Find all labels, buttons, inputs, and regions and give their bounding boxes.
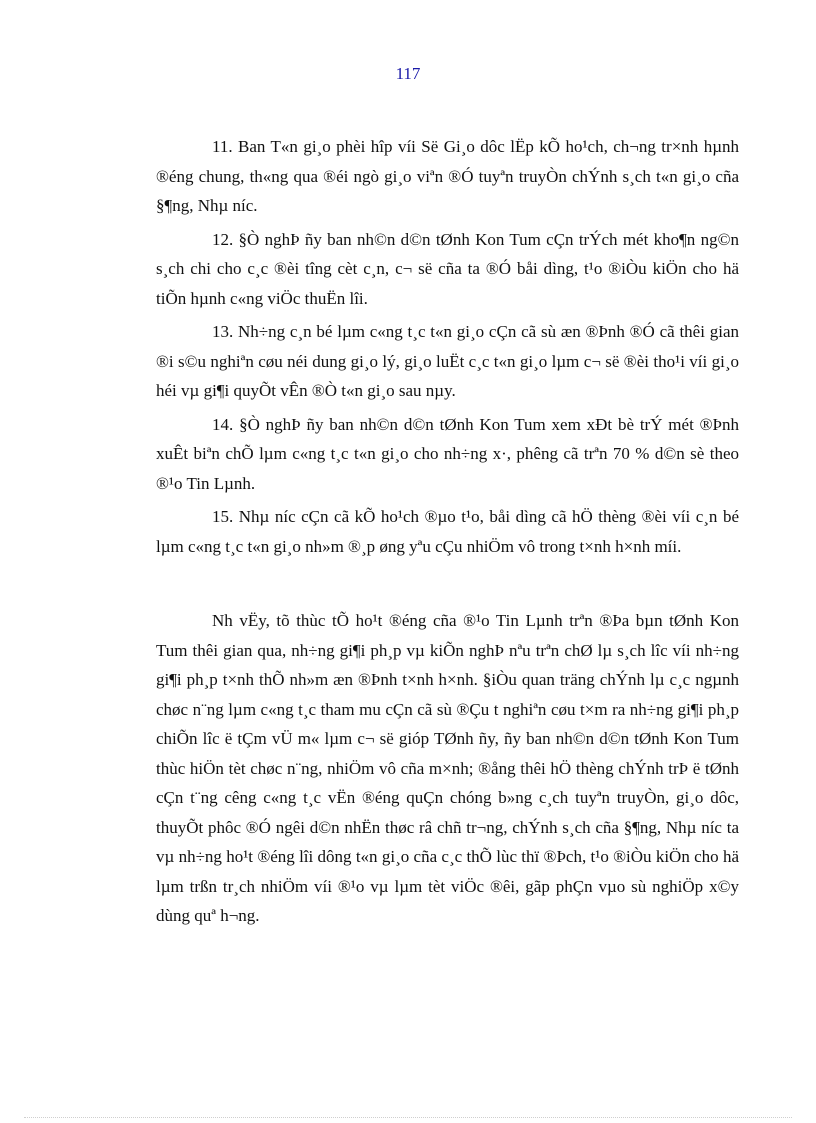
recommendation-13: 13. Nh÷ng c¸n bé lµm c«ng t¸c t«n gi¸o cÇn cã sù æn ®Þnh ®Ó cã thêi gian ®i s©u nghiªn cøu néi dung gi¸o lý, gi¸o luËt c¸c t«n gi¸o lµm c¬ së ®èi tho¹i víi gi¸o héi vµ gi¶i quyÕt vÊn ®Ò t«n gi¸o sau nµy. bbox=[156, 322, 739, 400]
page-number: 117 bbox=[395, 64, 421, 83]
recommendation-14: 14. §Ò nghÞ ñy ban nh©n d©n tØnh Kon Tum xem xÐt bè trÝ mét ®Þnh xuÊt biªn chÕ lµm c«ng t¸c t«n gi¸o cho nh÷ng x·, phêng cã trªn 70 % d©n sè theo ®¹o Tin Lµnh. bbox=[156, 414, 739, 493]
recommendation-12: 12. §Ò nghÞ ñy ban nh©n d©n tØnh Kon Tum cÇn trÝch mét kho¶n ng©n s¸ch chi cho c¸c ®èi tîng cèt c¸n, c¬ së cña ta ®Ó båi dìng, t¹o ®iÒu kiÖn cho hä tiÕn hµnh c«ng viÖc thuËn lîi. bbox=[156, 229, 739, 308]
page-bottom-divider bbox=[24, 1117, 792, 1118]
conclusion-paragraph: Nh vËy, tõ thùc tÕ ho¹t ®éng cña ®¹o Tin Lµnh trªn ®Þa bµn tØnh Kon Tum thêi gian qua, nh÷ng gi¶i ph¸p vµ kiÕn nghÞ nªu trªn chØ lµ s¸ch lîc víi nh÷ng gi¶i ph¸p t×nh thÕ nh»m æn ®Þnh t×nh h×nh. §iÒu quan träng chÝnh lµ c¸c ngµnh chøc n¨ng lµm c«ng t¸c tham mu cÇn cã sù ®Çu t nghiªn cøu t×m ra nh÷ng gi¶i ph¸p chiÕn lîc ë tÇm vÜ m« lµm c¬ së gióp TØnh ñy, ñy ban nh©n d©n tØnh Kon Tum thùc hiÖn tèt chøc n¨ng, nhiÖm vô cña m×nh; ®ång thêi hÖ thèng chÝnh trÞ ë tØnh cÇn t¨ng cêng c«ng t¸c vËn ®éng quÇn chóng b»ng c¸ch tuyªn truyÒn, gi¸o dôc, thuyÕt phôc ®Ó ngêi d©n nhËn thøc râ chñ tr¬ng, chÝnh s¸ch cña §¶ng, Nhµ níc ta vµ nh÷ng ho¹t ®éng lîi dông t«n gi¸o cña c¸c thÕ lùc thï ®Þch, t¹o ®iÒu kiÖn cho hä lµm trßn tr¸ch nhiÖm víi ®¹o vµ lµm tèt viÖc ®êi, gãp phÇn vµo sù nghiÖp x©y dùng quª h¬ng. bbox=[156, 611, 739, 925]
document-body bbox=[156, 132, 739, 935]
section-gap bbox=[156, 565, 739, 606]
recommendation-15: 15. Nhµ níc cÇn cã kÕ ho¹ch ®µo t¹o, båi dìng cã hÖ thèng ®èi víi c¸n bé lµm c«ng t¸c t«n gi¸o nh»m ®¸p øng yªu cÇu nhiÖm vô trong t×nh h×nh míi. bbox=[156, 507, 739, 556]
recommendation-11: 11. Ban T«n gi¸o phèi hîp víi Së Gi¸o dôc lËp kÕ ho¹ch, ch¬ng tr×nh hµnh ®éng chung, th«ng qua ®éi ngò gi¸o viªn ®Ó tuyªn truyÒn chÝnh s¸ch t«n gi¸o cña §¶ng, Nhµ níc. bbox=[156, 137, 739, 215]
